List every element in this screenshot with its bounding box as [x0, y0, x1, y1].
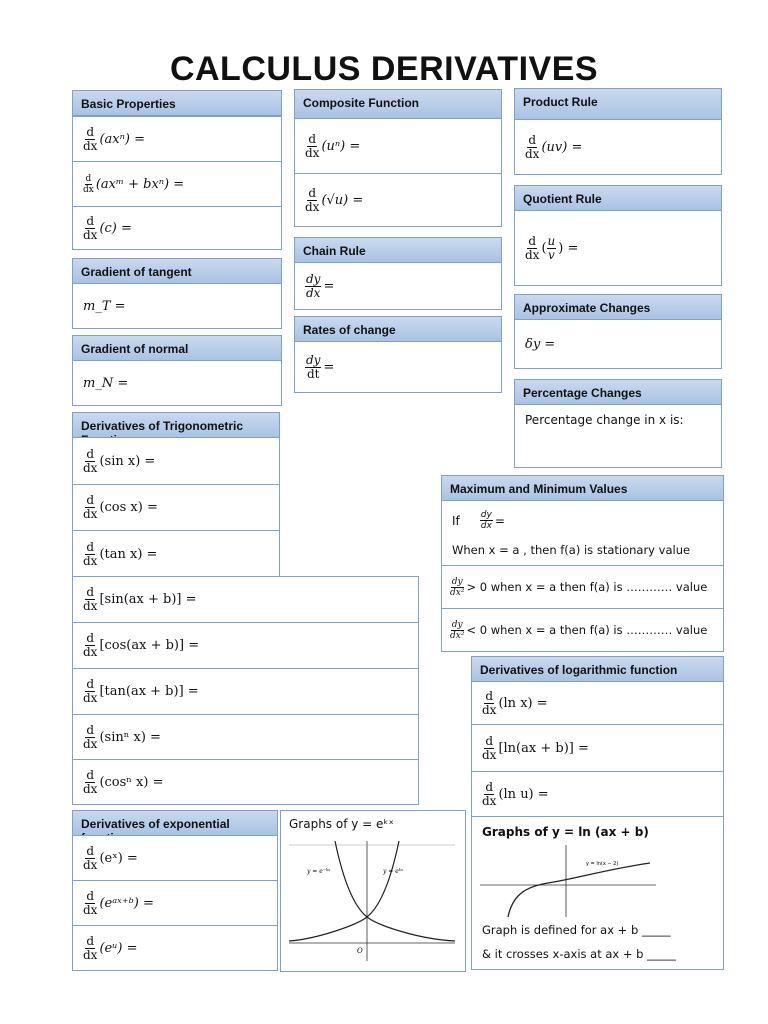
graph-ln-title: Graphs of y = ln (ax + b) — [482, 825, 649, 839]
section-header-basic: Basic Properties — [72, 90, 282, 116]
section-header-trig: Derivatives of Trigonometric — [72, 412, 280, 438]
formula-composite-2: $\frac{d}{dx}$ (√u) = — [294, 173, 502, 227]
section-header-rates: Rates of change — [294, 316, 502, 342]
graph-exp-label-pos: y = eᵏˣ — [383, 868, 404, 875]
graph-exp-origin: O — [357, 947, 363, 955]
maxmin-less: $\frac{dy}{\text{dx²}}$ < 0 when x = a then f(a) is ………… value — [441, 608, 724, 652]
section-header-maxmin: Maximum and Minimum Values — [441, 475, 724, 501]
formula-product: $\frac{d}{dx}$ (uv) = — [514, 119, 722, 175]
graph-ln-note-2: & it crosses x-axis at ax + b _____ — [482, 947, 676, 961]
graph-exp-title: Graphs of y = eᵏˣ — [289, 817, 394, 831]
graph-exp-box — [280, 810, 466, 972]
formula-basic-3: $\frac{d}{dx}$ (c) = — [72, 206, 282, 250]
graph-ln-note-1: Graph is defined for ax + b _____ — [482, 923, 671, 937]
formula-basic-1: $\frac{d}{dx}$ (axⁿ) = — [72, 116, 282, 162]
maxmin-box — [441, 500, 724, 566]
section-header-normal: Gradient of normal — [72, 335, 282, 361]
formula-trig-2: $\frac{d}{dx}$ (cos x) = — [72, 484, 280, 531]
percentage-box — [514, 404, 722, 468]
section-header-approx: Approximate Changes — [514, 294, 722, 320]
section-header-composite: Composite Function — [294, 89, 502, 119]
formula-trig-5: $\frac{d}{dx}$ [cos(ax + b)] = — [72, 622, 419, 669]
graph-ln-box — [471, 816, 724, 970]
maxmin-if: If $\frac{dy}{dx}$ = — [452, 510, 505, 531]
maxmin-when: When x = a , then f(a) is stationary value — [452, 543, 691, 557]
formula-tangent: m_T = — [72, 283, 282, 329]
section-header-quotient: Quotient Rule — [514, 185, 722, 211]
section-header-product: Product Rule — [514, 88, 722, 120]
formula-trig-6: $\frac{d}{dx}$ [tan(ax + b)] = — [72, 668, 419, 715]
section-header-chain: Chain Rule — [294, 237, 502, 263]
graph-exp-plot — [287, 839, 459, 963]
formula-composite-1: $\frac{d}{dx}$ (uⁿ) = — [294, 118, 502, 174]
section-header-exp: Derivatives of exponential — [72, 810, 278, 836]
formula-trig-4: $\frac{d}{dx}$ [sin(ax + b)] = — [72, 576, 419, 623]
formula-trig-7: $\frac{d}{dx}$ (sinⁿ x) = — [72, 714, 419, 760]
section-header-percentage: Percentage Changes — [514, 379, 722, 405]
formula-log-2: $\frac{d}{dx}$ [ln(ax + b)] = — [471, 724, 724, 772]
formula-approx: δy = — [514, 319, 722, 369]
formula-exp-2: $\frac{d}{dx}$ (eᵃˣ⁺ᵇ) = — [72, 880, 278, 926]
formula-exp-1: $\frac{d}{dx}$ (eˣ) = — [72, 835, 278, 881]
formula-trig-1: $\frac{d}{dx}$ (sin x) = — [72, 437, 280, 485]
maxmin-greater: $\frac{dy}{\text{dx²}}$ > 0 when x = a then f(a) is ………… value — [441, 565, 724, 609]
formula-trig-3: $\frac{d}{dx}$ (tan x) = — [72, 530, 280, 578]
section-header-log: Derivatives of logarithmic function — [471, 656, 724, 682]
formula-exp-3: $\frac{d}{dx}$ (eᵘ) = — [72, 925, 278, 971]
formula-log-1: $\frac{d}{dx}$ (ln x) = — [471, 681, 724, 725]
formula-basic-2: $\frac{d}{dx}$ (axᵐ + bxⁿ) = — [72, 161, 282, 207]
formula-log-3: $\frac{d}{dx}$ (ln u) = — [471, 771, 724, 817]
percentage-text: Percentage change in x is: — [525, 413, 684, 427]
formula-normal: m_N = — [72, 360, 282, 406]
graph-exp-label-neg: y = e⁻ᵏˣ — [307, 868, 331, 875]
graph-ln-plot — [478, 843, 658, 919]
graph-ln-curve-label: y = ln(x − 2) — [586, 861, 619, 867]
section-header-tangent: Gradient of tangent — [72, 258, 282, 284]
formula-chain: $\frac{dy}{dx}$ = — [294, 262, 502, 310]
page-title: CALCULUS DERIVATIVES — [169, 50, 599, 88]
formula-rates: $\frac{dy}{dt}$ = — [294, 341, 502, 393]
formula-trig-8: $\frac{d}{dx}$ (cosⁿ x) = — [72, 759, 419, 805]
formula-quotient: $\frac{d}{dx}$ ( $\frac{u}{v}$ ) = — [514, 210, 722, 286]
